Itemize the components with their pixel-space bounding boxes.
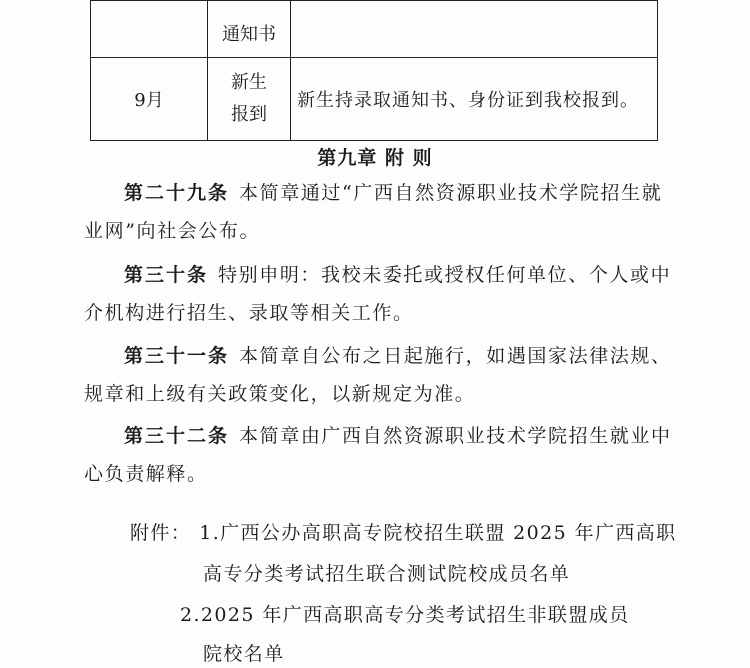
- article-paragraph: [84, 174, 674, 250]
- table-cell-description: 新生持录取通知书、身份证到我校报到。: [291, 58, 658, 141]
- article-label: 第二十九条: [124, 182, 230, 204]
- table-cell-month: 9月: [91, 58, 208, 141]
- table-cell-item-line: 新生: [231, 72, 267, 93]
- table-cell-month: [91, 1, 208, 58]
- article-text: 本简章通过“广西自然资源职业技术学院招生就业网”向社会公布。: [84, 182, 663, 242]
- article-text: 特别申明：我校未委托或授权任何单位、个人或中介机构进行招生、录取等相关工作。: [84, 264, 672, 324]
- chapter-title: 第九章 附 则: [317, 147, 433, 169]
- attachment-item-1: 1.广西公办高职高专院校招生联盟 2025 年广西高职: [199, 522, 677, 544]
- article-label: 第三十一条: [124, 345, 230, 367]
- article-paragraph: [84, 417, 674, 493]
- article-text: 本简章由广西自然资源职业技术学院招生就业中心负责解释。: [84, 425, 672, 485]
- article-label: 第三十二条: [124, 425, 230, 447]
- article-text: 本简章自公布之日起施行，如遇国家法律法规、规章和上级有关政策变化，以新规定为准。: [84, 345, 672, 405]
- table-cell-description: [291, 1, 658, 58]
- table-row: [91, 58, 658, 141]
- schedule-table: [90, 0, 658, 141]
- attachment-label: 附件：: [130, 522, 192, 544]
- table-cell-item-line: 报到: [231, 104, 267, 125]
- table-cell-item: 通知书: [208, 1, 291, 58]
- table-cell-item: [208, 58, 291, 141]
- attachment-item-1-continued: 高专分类考试招生联合测试院校成员名单: [203, 563, 571, 585]
- article-paragraph: [84, 337, 674, 413]
- article-paragraph: [84, 256, 674, 332]
- article-label: 第三十条: [124, 264, 209, 286]
- table-row: [91, 1, 658, 58]
- attachment-line: [130, 518, 677, 545]
- attachment-item-2-continued: 院校名单: [203, 643, 285, 665]
- attachment-item-2: 2.2025 年广西高职高专分类考试招生非联盟成员: [180, 604, 630, 626]
